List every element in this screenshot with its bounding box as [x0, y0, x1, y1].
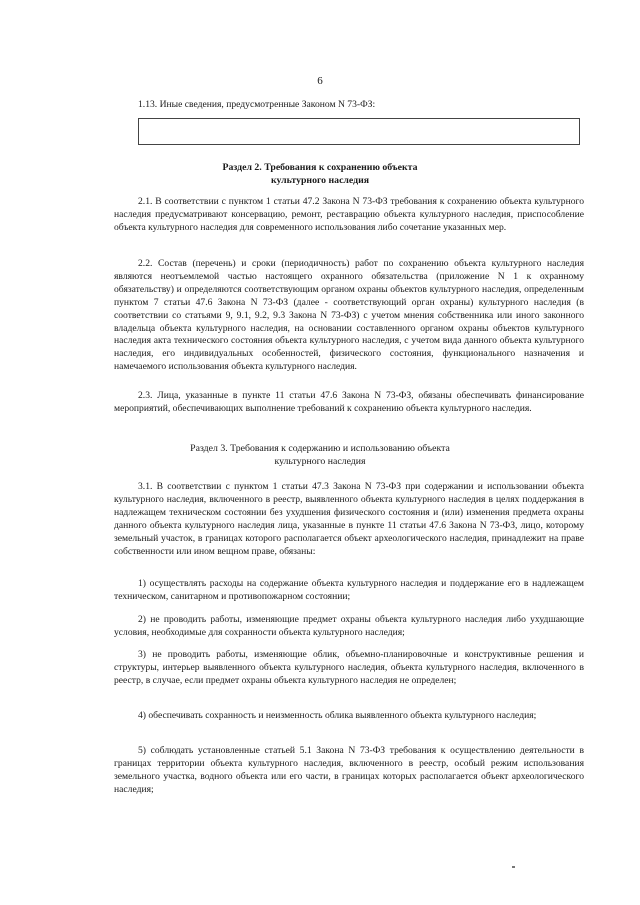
section3-item-2: 2) не проводить работы, изменяющие предмет охраны объекта культурного наследия либо ухудшающие условия, необходимые для сохранности объекта культурного наследия; — [114, 614, 584, 638]
scan-speck — [512, 866, 515, 868]
section2-paragraph-2-3: 2.3. Лица, указанные в пункте 11 статьи 47.6 Закона N 73-ФЗ, обязаны обеспечивать финансирование мероприятий, обеспечивающих выполнение требований к сохранению объекта культурного наследия. — [114, 390, 584, 414]
section2-paragraph-2-2: 2.2. Состав (перечень) и сроки (периодичность) работ по сохранению объекта культурного наследия являются неотъемлемой частью настоящего охранного обязательства (приложение N 1 к охранному обязательству) и определяются соответствующим органом охраны объектов культурного наследия, определенным пунктом 7 статьи 47.6 Закона N 73-ФЗ (далее - соответствующий орган охраны) культурного наследия (в соответствии со статьями 9, 9.1, 9.2, 9.3 Закона N 73-ФЗ) с учетом мнения собственника или иного законного владельца объекта культурного наследия, на основании составленного органом охраны объектов культурного наследия акта технического состояния объекта культурного наследия, с учетом вида данного объекта культурного наследия, его индивидуальных особенностей, физического состояния, функционального назначения и намечаемого использования объекта культурного наследия. — [114, 258, 584, 373]
section3-title-line2: культурного наследия — [274, 456, 366, 467]
section3-item-5: 5) соблюдать установленные статьей 5.1 Закона N 73-ФЗ требования к осуществлению деятельности в границах территории объекта культурного наследия, включенного в реестр, особый режим использования земельного участка, водного объекта или его части, в границах которых располагается объект археологического наследия; — [114, 745, 584, 795]
section3-item-3: 3) не проводить работы, изменяющие облик, объемно-планировочные и конструктивные решения и структуры, интерьер выявленного объекта культурного наследия, объекта культурного наследия, включенного в реестр, в случае, если предмет охраны объекта культурного наследия не определен; — [114, 649, 584, 686]
section2-title-line1: Раздел 2. Требования к сохранению объекта — [222, 162, 418, 173]
section3-title-line1: Раздел 3. Требования к содержанию и использованию объекта — [190, 443, 450, 454]
section2-title-line2: культурного наследия — [270, 175, 370, 186]
item-1-13-label: 1.13. Иные сведения, предусмотренные Законом N 73-ФЗ: — [138, 99, 376, 110]
section3-item-1: 1) осуществлять расходы на содержание объекта культурного наследия и поддержание его в надлежащем техническом, санитарном и противопожарном состоянии; — [114, 578, 584, 602]
page-number: 6 — [317, 75, 323, 87]
section2-paragraph-2-1: 2.1. В соответствии с пунктом 1 статьи 47.2 Закона N 73-ФЗ требования к сохранению объекта культурного наследия предусматривают консервацию, ремонт, реставрацию объекта культурного наследия, приспособление объекта культурного наследия для современного использования либо сочетание указанных мер. — [114, 196, 584, 233]
item-1-13-field — [138, 118, 580, 145]
section3-paragraph-3-1: 3.1. В соответствии с пунктом 1 статьи 47.3 Закона N 73-ФЗ при содержании и использовании объекта культурного наследия, включенного в реестр, выявленного объекта культурного наследия в целях поддержания в надлежащем техническом состоянии без ухудшения физического состояния и (или) изменения предмета охраны данного объекта культурного наследия лица, указанные в пункте 11 статьи 47.6 Закона N 73-ФЗ, лицо, которому земельный участок, в границах которого располагается объект археологического наследия, принадлежит на праве собственности или ином вещном праве, обязаны: — [114, 481, 584, 557]
section3-item-4: 4) обеспечивать сохранность и неизменность облика выявленного объекта культурного наследия; — [138, 710, 537, 721]
